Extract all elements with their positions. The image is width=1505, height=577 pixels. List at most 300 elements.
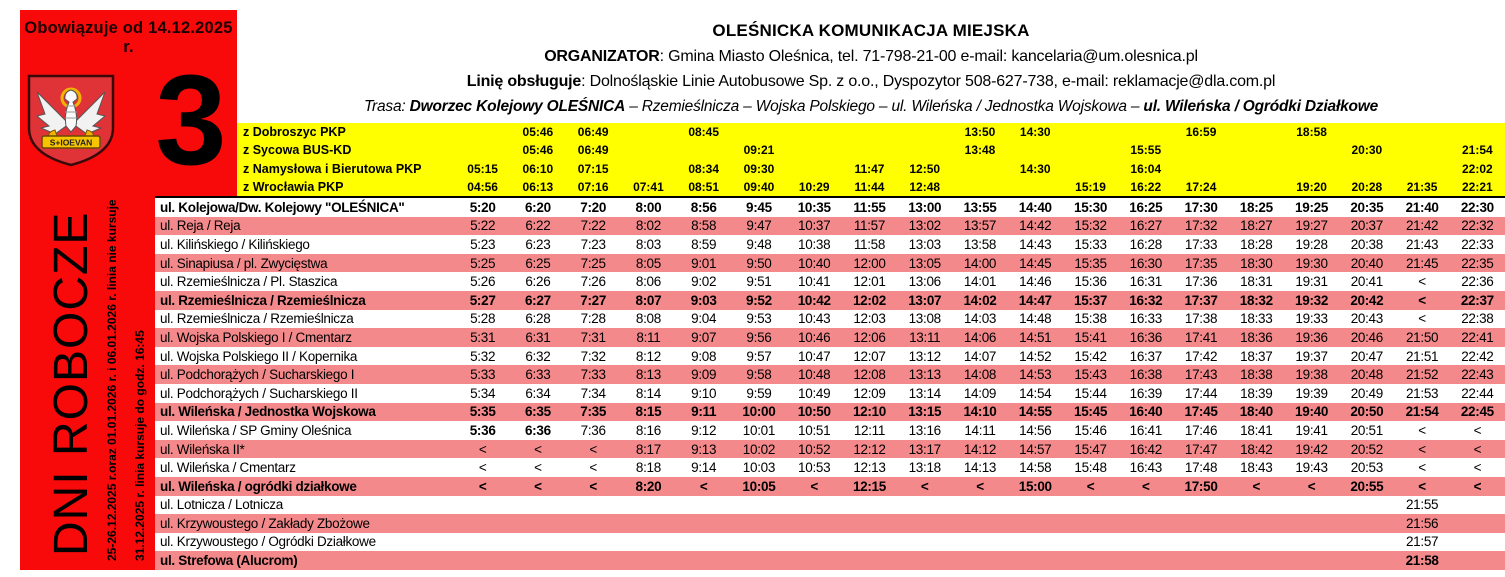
time-cell: < (976, 478, 984, 494)
feeder-time-cell (1394, 141, 1449, 159)
stop-row (155, 291, 1505, 310)
time-cell: 7:23 (580, 236, 606, 252)
time-cell: 18:33 (1240, 311, 1273, 327)
route-label: Trasa: (363, 98, 406, 115)
time-cell: 14:51 (1019, 329, 1052, 345)
time-cell: 14:01 (963, 274, 997, 290)
feeder-time-cell: 04:56 (467, 179, 498, 194)
time-cell (731, 496, 786, 515)
time-cell: 8:20 (635, 478, 662, 494)
time-cell: 14:47 (1018, 292, 1052, 308)
time-cell: 19:27 (1295, 218, 1328, 234)
feeder-time-cell (621, 141, 676, 159)
time-cell: 18:42 (1240, 441, 1273, 457)
stop-name: ul. Wileńska / SP Gminy Oleśnica (160, 422, 352, 438)
time-cell: 9:10 (691, 385, 717, 401)
time-cell: 10:47 (798, 348, 831, 364)
time-cell: 10:02 (742, 441, 776, 457)
time-cell: 14:43 (1019, 236, 1052, 252)
time-cell (676, 551, 731, 570)
time-cell: 21:43 (1405, 236, 1439, 252)
feeder-time-cell: 11:44 (854, 179, 885, 194)
feeder-time-cell (897, 123, 952, 141)
time-cell: < (589, 460, 597, 476)
header (237, 10, 1505, 123)
time-cell: 20:51 (1350, 422, 1383, 438)
feeder-time-cell (897, 141, 952, 159)
time-cell: < (478, 478, 487, 494)
feeder-time-cell: 06:49 (577, 143, 609, 158)
time-cell: 14:09 (963, 385, 997, 401)
time-cell (510, 514, 565, 533)
time-cell: 9:08 (691, 348, 717, 364)
time-cell: 7:32 (580, 348, 606, 364)
time-cell: 15:32 (1074, 218, 1107, 234)
time-cell: 15:44 (1074, 385, 1107, 401)
time-cell: 17:47 (1184, 441, 1218, 457)
time-cell: 21:56 (1405, 515, 1439, 531)
feeder-label: z Namysłowa i Bierutowa PKP (243, 161, 422, 176)
time-cell: 12:11 (853, 422, 886, 438)
time-cell: 15:41 (1074, 329, 1107, 345)
time-cell: 17:41 (1184, 329, 1218, 345)
time-cell: 13:05 (908, 255, 941, 271)
time-cell: 13:00 (908, 199, 942, 215)
stop-name: ul. Wileńska / Cmentarz (160, 460, 296, 476)
time-cell: 10:48 (798, 367, 831, 383)
time-cell: 20:55 (1350, 478, 1384, 494)
time-cell: 14:13 (963, 460, 997, 476)
time-cell: 22:30 (1460, 199, 1494, 215)
time-cell: 6:36 (524, 422, 551, 438)
time-cell: 5:35 (469, 404, 496, 420)
stop-row (155, 496, 1505, 515)
time-cell: 10:38 (798, 236, 831, 252)
time-cell: 12:09 (853, 385, 886, 401)
time-cell: 12:07 (853, 348, 886, 364)
time-cell: 14:40 (1018, 199, 1052, 215)
time-cell: 9:07 (691, 329, 717, 345)
time-cell: 5:28 (470, 311, 496, 327)
time-cell (566, 533, 621, 552)
time-cell: 22:42 (1461, 348, 1494, 364)
stop-name: ul. Rzemieślnicza / Pl. Staszica (160, 274, 338, 290)
time-cell (455, 514, 510, 533)
time-cell: 18:43 (1240, 460, 1273, 476)
time-cell: 20:52 (1350, 441, 1383, 457)
feeder-time-cell (1008, 141, 1063, 159)
stop-name: ul. Podchorążych / Sucharskiego II (160, 385, 358, 401)
time-cell: 14:08 (963, 367, 997, 383)
time-cell (455, 496, 510, 515)
time-cell: 12:12 (853, 441, 886, 457)
operator-label: Linię obsługuje (466, 73, 582, 90)
time-cell (1284, 496, 1339, 515)
time-cell: 21:57 (1405, 534, 1439, 550)
time-cell: 10:50 (797, 404, 831, 420)
time-cell: 15:43 (1074, 367, 1107, 383)
time-cell: 18:39 (1240, 385, 1273, 401)
feeder-time-cell (1063, 160, 1118, 178)
time-cell: 9:57 (746, 348, 772, 364)
time-cell: 22:32 (1461, 218, 1494, 234)
time-cell: 20:41 (1350, 274, 1383, 290)
time-cell: 14:10 (963, 404, 997, 420)
feeder-time-cell: 11:47 (854, 161, 885, 176)
time-cell (621, 514, 676, 533)
stop-row (155, 254, 1505, 273)
feeder-time-cell: 22:21 (1462, 179, 1493, 194)
time-cell: 8:13 (635, 367, 661, 383)
time-cell: 13:02 (908, 218, 941, 234)
feeder-time-cell: 10:29 (798, 179, 830, 194)
stop-row (155, 458, 1505, 477)
time-cell: 20:50 (1350, 404, 1384, 420)
time-cell: 17:36 (1184, 274, 1218, 290)
time-cell: 14:12 (963, 441, 997, 457)
time-cell (455, 551, 510, 570)
time-cell: 20:46 (1350, 329, 1383, 345)
time-cell: 12:01 (853, 274, 886, 290)
feeder-time-cell: 09:21 (743, 143, 775, 158)
time-cell: < (699, 478, 708, 494)
time-cell: 9:02 (691, 274, 717, 290)
time-cell: 9:59 (746, 385, 772, 401)
time-cell (1229, 551, 1284, 570)
feeder-time-cell: 08:45 (688, 125, 720, 140)
feeder-time-cell: 16:59 (1185, 125, 1217, 140)
time-cell: 21:55 (1405, 497, 1439, 513)
time-cell: 7:35 (580, 404, 607, 420)
stop-row (155, 514, 1505, 533)
stop-name: ul. Krzywoustego / Ogródki Działkowe (160, 534, 376, 550)
time-cell: 15:38 (1074, 311, 1107, 327)
stop-row (155, 347, 1505, 366)
time-cell: 6:23 (525, 236, 551, 252)
time-cell: 17:43 (1184, 367, 1218, 383)
stop-row (155, 328, 1505, 347)
time-cell: 13:12 (908, 348, 941, 364)
time-cell: 8:17 (635, 441, 661, 457)
stop-name: ul. Reja / Reja (160, 218, 241, 234)
stop-row (155, 421, 1505, 440)
time-cell: < (1418, 460, 1426, 476)
feeder-time-cell (787, 141, 842, 159)
feeder-time-cell (842, 141, 897, 159)
time-cell: 14:55 (1018, 404, 1052, 420)
stop-name: ul. Rzemieślnicza / Rzemieślnicza (160, 311, 354, 327)
time-cell (1008, 533, 1063, 552)
time-cell: 10:52 (798, 441, 831, 457)
feeder-time-cell (1229, 160, 1284, 178)
time-cell: 5:34 (470, 385, 496, 401)
time-cell: 5:23 (470, 236, 496, 252)
time-cell: 13:11 (909, 329, 941, 345)
time-cell: 15:36 (1074, 274, 1107, 290)
feeder-time-cell: 18:58 (1296, 125, 1327, 140)
time-cell (1339, 514, 1394, 533)
time-cell: 12:15 (852, 478, 886, 494)
time-cell: 16:40 (1129, 404, 1163, 420)
time-cell: 17:35 (1184, 255, 1218, 271)
time-cell (897, 514, 952, 533)
time-cell: 8:15 (635, 404, 662, 420)
time-cell (1339, 533, 1394, 552)
time-cell: 9:01 (691, 255, 717, 271)
route-end: ul. Wileńska / Ogródki Działkowe (1143, 98, 1379, 115)
time-cell: 10:00 (742, 404, 776, 420)
time-cell: 17:32 (1184, 218, 1218, 234)
time-cell: 5:32 (470, 348, 496, 364)
time-cell: 9:11 (691, 404, 717, 420)
time-cell: 14:53 (1019, 367, 1052, 383)
stop-row (155, 533, 1505, 552)
time-cell: 21:58 (1405, 553, 1439, 569)
feeder-time-cell: 05:15 (467, 161, 498, 176)
time-cell: 16:33 (1129, 311, 1162, 327)
stop-row (155, 477, 1505, 496)
feeder-time-cell: 07:15 (577, 161, 609, 176)
time-cell (1173, 533, 1228, 552)
time-cell (952, 551, 1007, 570)
time-cell: 7:28 (580, 311, 606, 327)
no-service-note: 25-26.12.2025 r.oraz 01.01.2026 r. i 06.01.2026 r. linia nie kursuje (105, 199, 119, 561)
time-cell: 7:33 (580, 367, 606, 383)
feeder-time-cell: 17:24 (1185, 179, 1217, 194)
feeder-time-cell: 07:41 (633, 179, 664, 194)
time-cell: 21:51 (1405, 348, 1439, 364)
time-cell: 18:37 (1240, 348, 1273, 364)
feeder-time-cell: 12:48 (909, 179, 941, 194)
time-cell (731, 551, 786, 570)
time-cell: 19:42 (1295, 441, 1328, 457)
feeder-row (237, 178, 1505, 196)
time-cell: 19:38 (1295, 367, 1328, 383)
time-cell: 10:42 (797, 292, 831, 308)
time-cell: < (1086, 478, 1095, 494)
time-cell: 22:44 (1461, 385, 1494, 401)
time-cell: 8:02 (635, 218, 661, 234)
stop-row (155, 365, 1505, 384)
feeder-label: z Dobroszyc PKP (243, 125, 346, 140)
time-cell (1118, 496, 1173, 515)
line-number: 3 (155, 49, 227, 192)
time-cell: 22:36 (1461, 274, 1494, 290)
time-cell: 6:26 (525, 274, 551, 290)
time-cell: 14:46 (1019, 274, 1052, 290)
time-cell: 6:33 (525, 367, 551, 383)
time-cell: 18:25 (1239, 199, 1273, 215)
stop-row (155, 235, 1505, 254)
feeder-time-cell (1284, 160, 1339, 178)
feeder-time-cell (1229, 178, 1284, 196)
time-cell: 6:35 (524, 404, 551, 420)
time-cell: 19:28 (1295, 236, 1328, 252)
time-cell (510, 551, 565, 570)
stop-name: ul. Lotnicza / Lotnicza (160, 497, 283, 513)
feeder-time-cell (1450, 123, 1505, 141)
crest-banner-text: S+IOEVAN (49, 137, 93, 148)
route-start: Dworzec Kolejowy OLEŚNICA (409, 98, 626, 115)
time-cell: 13:07 (908, 292, 942, 308)
time-cell: 10:01 (742, 422, 776, 438)
time-cell: 15:33 (1074, 236, 1107, 252)
time-cell: 15:46 (1074, 422, 1107, 438)
time-cell: 5:20 (469, 199, 496, 215)
sidebar-top-panel (20, 10, 237, 196)
time-cell (1229, 514, 1284, 533)
time-cell: 13:03 (908, 236, 941, 252)
stop-row (155, 551, 1505, 570)
time-cell: 20:37 (1350, 218, 1383, 234)
feeder-time-cell (1394, 123, 1449, 141)
time-cell: 18:38 (1240, 367, 1273, 383)
time-cell: 7:27 (580, 292, 607, 308)
time-cell (897, 551, 952, 570)
feeder-time-cell (787, 160, 842, 178)
time-cell: 9:48 (746, 236, 772, 252)
time-cell: 19:41 (1295, 422, 1328, 438)
time-cell: 7:34 (580, 385, 606, 401)
time-cell: 20:42 (1350, 292, 1384, 308)
validity-note: Obowiązuje od 14.12.2025 r. (24, 19, 233, 56)
time-cell: 8:16 (635, 422, 661, 438)
time-cell (1063, 496, 1118, 515)
time-cell: 13:17 (908, 441, 941, 457)
time-cell: < (589, 478, 597, 494)
time-cell (1229, 533, 1284, 552)
time-cell: 16:30 (1129, 255, 1162, 271)
time-cell: < (534, 441, 542, 457)
time-cell: 22:41 (1461, 329, 1494, 345)
time-cell: 15:42 (1074, 348, 1107, 364)
time-cell: 9:03 (690, 292, 717, 308)
time-cell: 20:47 (1350, 348, 1383, 364)
time-cell (1450, 496, 1505, 515)
time-cell: 14:54 (1019, 385, 1052, 401)
time-cell: 10:53 (798, 460, 831, 476)
time-cell: 7:25 (580, 255, 606, 271)
time-cell: 10:35 (797, 199, 831, 215)
time-cell: < (810, 478, 818, 494)
stop-name: ul. Wileńska / Jednostka Wojskowa (160, 404, 376, 420)
time-cell: 14:07 (963, 348, 997, 364)
feeder-time-cell (1229, 141, 1284, 159)
time-cell: 21:52 (1405, 367, 1439, 383)
time-cell: 18:30 (1240, 255, 1273, 271)
city-crest-icon (25, 72, 117, 168)
time-cell: 16:36 (1129, 329, 1162, 345)
time-cell (952, 533, 1007, 552)
time-cell: < (1473, 422, 1482, 438)
time-cell (842, 514, 897, 533)
time-cell: 19:31 (1295, 274, 1328, 290)
time-cell: 16:39 (1129, 385, 1162, 401)
time-cell: 22:38 (1461, 311, 1494, 327)
time-cell: 18:27 (1240, 218, 1273, 234)
time-cell (1118, 551, 1173, 570)
stop-row (155, 310, 1505, 329)
timetable (155, 196, 1505, 570)
time-cell (676, 533, 731, 552)
time-cell: < (920, 478, 929, 494)
feeder-time-cell: 13:50 (964, 125, 996, 140)
time-cell: 21:54 (1405, 404, 1439, 420)
organizer-text: : Gmina Miasto Oleśnica, tel. 71-798-21-00 e-mail: kancelaria@um.olesnica.pl (659, 48, 1198, 65)
time-cell (1450, 551, 1505, 570)
time-cell: 19:40 (1295, 404, 1329, 420)
feeder-time-cell: 20:28 (1351, 179, 1383, 194)
time-cell: < (1473, 478, 1482, 494)
feeder-time-cell (1173, 160, 1228, 178)
time-cell: 13:18 (908, 460, 941, 476)
time-cell: < (478, 460, 487, 476)
time-cell (676, 496, 731, 515)
time-cell: < (1307, 478, 1316, 494)
time-cell (455, 533, 510, 552)
time-cell: 5:33 (470, 367, 496, 383)
feeder-time-cell (731, 123, 786, 141)
time-cell: 10:37 (798, 218, 831, 234)
time-cell: 12:10 (852, 404, 886, 420)
time-cell (1008, 496, 1063, 515)
time-cell: 5:25 (470, 255, 496, 271)
time-cell: 9:50 (746, 255, 772, 271)
time-cell: 14:02 (963, 292, 997, 308)
feeder-time-cell: 09:30 (743, 161, 775, 176)
time-cell: 8:11 (636, 329, 661, 345)
time-cell: 21:45 (1405, 255, 1439, 271)
time-cell: < (1473, 460, 1482, 476)
time-cell: 15:35 (1074, 255, 1107, 271)
time-cell: 13:15 (908, 404, 942, 420)
time-cell: 20:38 (1350, 236, 1383, 252)
feeder-time-cell: 22:02 (1462, 161, 1493, 176)
feeder-time-cell: 16:22 (1130, 179, 1162, 194)
time-cell: < (1252, 478, 1261, 494)
time-cell: 13:08 (908, 311, 941, 327)
time-cell: 19:37 (1295, 348, 1328, 364)
operator-text: : Dolnośląskie Linie Autobusowe Sp. z o.o., Dyspozytor 508-627-738, e-mail: reklamacje@dla.com.pl (581, 73, 1276, 90)
feeder-time-cell (787, 123, 842, 141)
time-cell: < (1418, 478, 1426, 494)
time-cell (566, 551, 621, 570)
time-cell: 5:36 (469, 422, 496, 438)
time-cell: 21:53 (1405, 385, 1439, 401)
feeder-row (237, 141, 1505, 159)
time-cell: 17:30 (1184, 199, 1218, 215)
stop-name: ul. Sinapiusa / pl. Zwycięstwa (160, 255, 328, 271)
time-cell: 22:43 (1461, 367, 1494, 383)
time-cell: 16:37 (1129, 348, 1162, 364)
time-cell: 10:43 (798, 311, 831, 327)
time-cell: 22:35 (1461, 255, 1494, 271)
time-cell: 14:56 (1019, 422, 1052, 438)
feeder-time-cell (1394, 160, 1449, 178)
time-cell (731, 533, 786, 552)
time-cell: 9:53 (746, 311, 772, 327)
time-cell: 9:45 (746, 199, 772, 215)
stop-row (155, 272, 1505, 291)
feeder-time-cell (676, 141, 731, 159)
feeder-time-cell: 06:10 (522, 161, 554, 176)
time-cell: 8:14 (635, 385, 661, 401)
stop-name: ul. Wojska Polskiego II / Kopernika (160, 348, 358, 364)
time-cell: < (1418, 292, 1426, 308)
feeder-time-cell (1339, 123, 1394, 141)
time-cell: 18:32 (1239, 292, 1273, 308)
time-cell (897, 533, 952, 552)
